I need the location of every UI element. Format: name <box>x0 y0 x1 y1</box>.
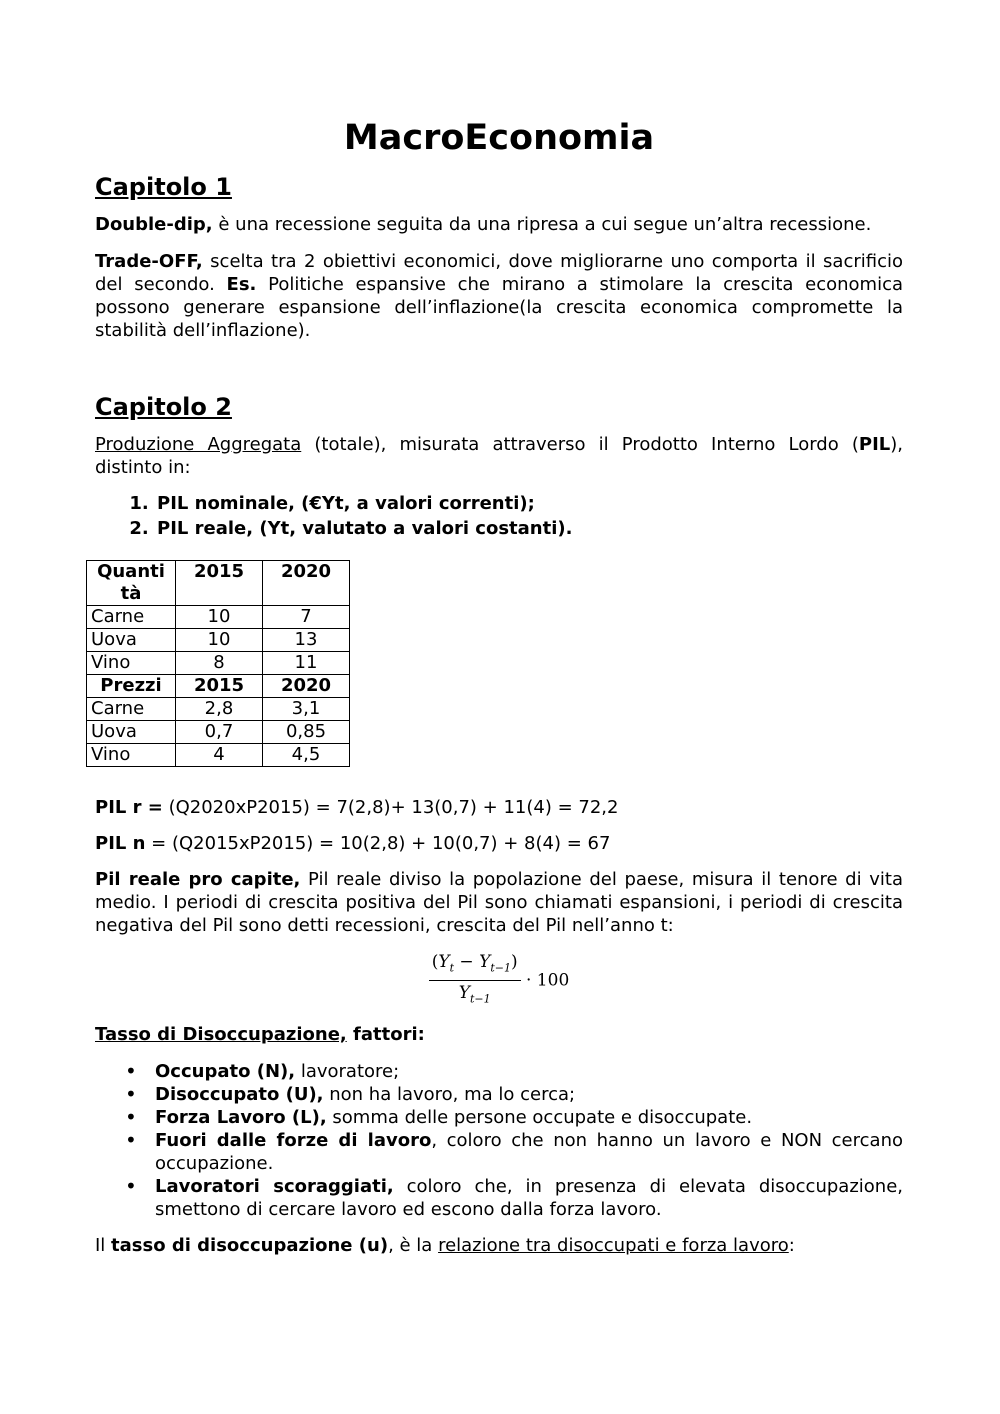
unemployment-rate-term: Tasso di Disoccupazione, <box>95 1023 347 1045</box>
table-header-cell: 2020 <box>263 561 350 606</box>
table-cell: 0,7 <box>176 721 263 744</box>
table-row <box>87 698 350 721</box>
quantity-price-table <box>86 560 350 767</box>
list-item: • Forza Lavoro (L), somma delle persone occupate e disoccupate. <box>155 1106 903 1129</box>
table-cell: Vino <box>87 652 176 675</box>
table-header-cell: Prezzi <box>87 675 176 698</box>
table-cell: 3,1 <box>263 698 350 721</box>
table-header-cell: 2015 <box>176 561 263 606</box>
double-dip-text: è una recessione seguita da una ripresa a cui segue un’altra recessione. <box>212 214 872 235</box>
intro-text-1: (totale), misurata attraverso il Prodotto Interno Lordo ( <box>301 434 859 455</box>
table-row <box>87 721 350 744</box>
table-cell: 13 <box>263 629 350 652</box>
table-header-row <box>87 561 350 606</box>
table-cell: 2,8 <box>176 698 263 721</box>
table-header-cell: 2015 <box>176 675 263 698</box>
table-cell: 4,5 <box>263 744 350 767</box>
table-cell: 7 <box>263 606 350 629</box>
pil-nominale-item: 1. PIL nominale, (€Yt, a valori correnti); <box>155 492 903 515</box>
table-cell: 10 <box>176 629 263 652</box>
pil-per-capita-term: Pil reale pro capite, <box>95 869 301 890</box>
double-dip-definition <box>95 213 903 236</box>
chapter-2-heading: Capitolo 2 <box>95 393 232 421</box>
growth-rate-formula <box>95 951 903 1011</box>
unemployment-heading <box>95 1023 903 1046</box>
unemployment-rate-term-u: tasso di disoccupazione (u) <box>111 1234 389 1256</box>
table-header-row <box>87 675 350 698</box>
formula-numerator: $(Y_t - Y_{t-1})$ <box>429 951 521 981</box>
table-cell: Uova <box>87 629 176 652</box>
document-title: MacroEconomia <box>343 118 655 158</box>
aggregate-production-term: Produzione Aggregata <box>95 434 302 455</box>
pil-per-capita-text: Pil reale diviso la popolazione del paese, misura il tenore di vita medio. I periodi di crescita positiva del Pil sono chiamati espansioni, i periodi di crescita negativa del Pil sono detti recessioni, crescita del Pil nell’anno t: <box>95 869 903 936</box>
unemployment-factors-list <box>95 1060 903 1221</box>
table-row <box>87 629 350 652</box>
pil-types-list <box>95 492 903 540</box>
trade-off-text: scelta tra 2 obiettivi economici, dove migliorarne uno comporta il sacrificio del secondo. <box>95 251 903 295</box>
pil-nominal-calculation <box>95 832 903 855</box>
document-page-continued <box>95 796 903 1257</box>
table-cell: Vino <box>87 744 176 767</box>
table-row <box>87 606 350 629</box>
trade-off-example: Politiche espansive che mirano a stimolare la crescita economica possono generare espansione dell’inflazione(la crescita economica compromette la stabilità dell’inflazione). <box>95 274 903 341</box>
table-cell: 4 <box>176 744 263 767</box>
list-item: • Lavoratori scoraggiati, coloro che, in presenza di elevata disoccupazione, smettono di cercare lavoro ed escono dalla forza lavoro. <box>155 1175 903 1221</box>
trade-off-term: Trade-OFF, <box>95 251 203 272</box>
list-item: • Fuori dalle forze di lavoro, coloro che non hanno un lavoro e NON cercano occupazione. <box>155 1129 903 1175</box>
table-cell: 11 <box>263 652 350 675</box>
intro-text-2: ), distinto in: <box>95 434 903 478</box>
table-header-cell: Quanti tà <box>87 561 176 606</box>
pil-reale-item: 2. PIL reale, (Yt, valutato a valori costanti). <box>155 517 903 540</box>
pil-n-label: PIL n <box>95 833 146 854</box>
table-cell: 10 <box>176 606 263 629</box>
table-row <box>87 744 350 767</box>
pil-per-capita-definition <box>95 868 903 937</box>
pil-abbr: PIL <box>858 434 891 455</box>
aggregate-production-intro <box>95 433 903 479</box>
pil-n-formula: = (Q2015xP2015) = 10(2,8) + 10(0,7) + 8(4) = 67 <box>145 833 611 854</box>
formula-denominator: $Y_{t-1}$ <box>458 983 491 1006</box>
table-cell: Carne <box>87 698 176 721</box>
chapter-1-heading: Capitolo 1 <box>95 173 232 201</box>
list-item: • Occupato (N), lavoratore; <box>155 1060 903 1083</box>
formula-fraction <box>429 951 521 1011</box>
factors-label: fattori: <box>346 1023 425 1045</box>
double-dip-term: Double-dip, <box>95 214 213 235</box>
table-header-cell: 2020 <box>263 675 350 698</box>
unemployment-rate-definition: Il tasso di disoccupazione (u), è la relazione tra disoccupati e forza lavoro: <box>95 1234 795 1256</box>
pil-r-formula: (Q2020xP2015) = 7(2,8)+ 13(0,7) + 11(4) = 72,2 <box>162 797 619 818</box>
table-cell: 0,85 <box>263 721 350 744</box>
table-cell: Uova <box>87 721 176 744</box>
table-cell: 8 <box>176 652 263 675</box>
pil-r-label: PIL r = <box>95 797 163 818</box>
list-item: • Disoccupato (U), non ha lavoro, ma lo cerca; <box>155 1083 903 1106</box>
trade-off-definition <box>95 250 903 342</box>
table-cell: Carne <box>87 606 176 629</box>
document-page <box>95 112 903 540</box>
unemployment-relation: relazione tra disoccupati e forza lavoro <box>438 1234 789 1256</box>
example-label: Es. <box>226 274 257 295</box>
formula-multiplier: · 100 <box>526 970 570 991</box>
pil-real-calculation <box>95 796 903 819</box>
table-row <box>87 652 350 675</box>
